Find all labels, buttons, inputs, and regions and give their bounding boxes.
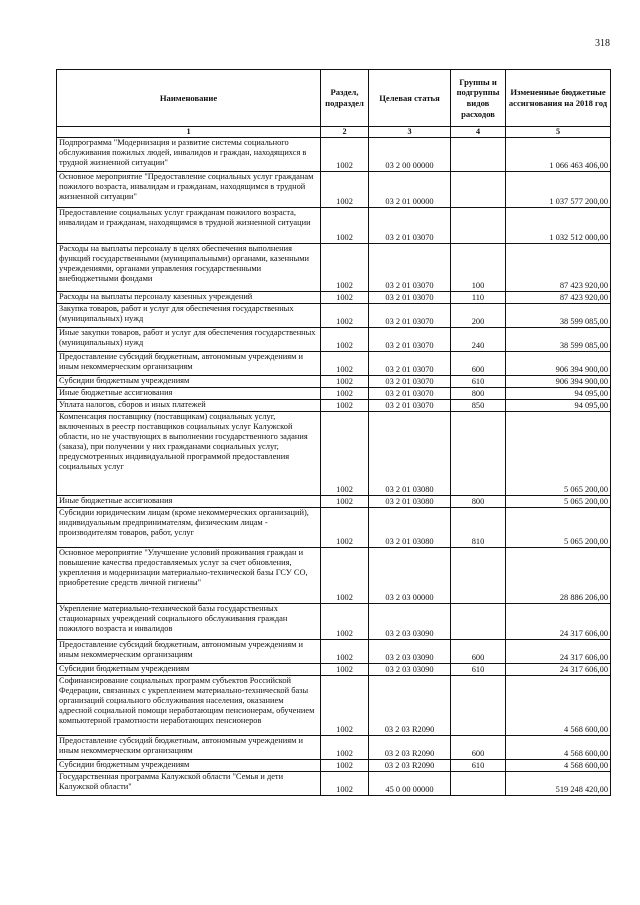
row-name: Предоставление субсидий бюджетным, автономным учреждениям и иным некоммерческим организациям [57,640,321,664]
row-name: Софинансирование социальных программ субъектов Российской Федерации, связанных с укреплением материально-технической базы организаций социального обслуживания населения, оказанием адресной социальной помощи неработающим пенсионерам, обучением компьютерной грамотности неработающих пенсионеров [57,676,321,736]
row-group: 600 [451,736,506,760]
column-number: 5 [506,127,611,138]
row-section: 1002 [321,292,369,304]
row-article: 03 2 01 03080 [369,412,451,496]
row-group: 100 [451,244,506,292]
table-row [57,496,611,508]
row-name: Предоставление субсидий бюджетным, автономным учреждениям и иным некоммерческим организациям [57,352,321,376]
row-article: 03 2 01 03080 [369,496,451,508]
row-article: 03 2 03 R2090 [369,736,451,760]
row-name: Иные бюджетные ассигнования [57,388,321,400]
row-group: 610 [451,376,506,388]
row-name: Предоставление субсидий бюджетным, автономным учреждениям и иным некоммерческим организациям [57,736,321,760]
row-group: 610 [451,760,506,772]
row-article: 03 2 01 03070 [369,352,451,376]
row-section: 1002 [321,640,369,664]
row-section: 1002 [321,244,369,292]
row-amount: 5 065 200,00 [506,496,611,508]
row-name: Государственная программа Калужской области "Семья и дети Калужской области" [57,772,321,796]
table-row [57,400,611,412]
row-article: 03 2 03 03090 [369,640,451,664]
row-name: Подпрограмма "Модернизация и развитие системы социального обслуживания пожилых людей, инвалидов и граждан, находящихся в трудной жизненной ситуации" [57,138,321,172]
row-section: 1002 [321,172,369,208]
header-section: Раздел, подраздел [321,70,369,127]
row-group: 810 [451,508,506,548]
row-name: Компенсация поставщику (поставщикам) социальных услуг, включенных в реестр поставщиков социальных услуг Калужской области, но не участвующих в выполнении государственного задания (заказа), при получении у них гражданами социальных услуг, предусмотренных индивидуальной программой предоставления социальных услуг [57,412,321,496]
row-group [451,548,506,604]
row-name: Иные бюджетные ассигнования [57,496,321,508]
row-group: 850 [451,400,506,412]
table-row [57,772,611,796]
row-amount: 1 066 463 406,00 [506,138,611,172]
row-article: 03 2 01 03070 [369,208,451,244]
column-number-row [57,127,611,138]
row-name: Расходы на выплаты персоналу казенных учреждений [57,292,321,304]
row-amount: 38 599 085,00 [506,328,611,352]
row-group: 200 [451,304,506,328]
row-group [451,138,506,172]
table-row [57,640,611,664]
column-number: 3 [369,127,451,138]
row-name: Предоставление социальных услуг гражданам пожилого возраста, инвалидам и гражданам, находящимся в трудной жизненной ситуации [57,208,321,244]
row-group: 800 [451,496,506,508]
row-article: 03 2 01 03070 [369,400,451,412]
row-amount: 38 599 085,00 [506,304,611,328]
row-article: 03 2 01 03080 [369,508,451,548]
row-article: 03 2 01 03070 [369,244,451,292]
row-article: 03 2 01 03070 [369,304,451,328]
row-article: 45 0 00 00000 [369,772,451,796]
row-section: 1002 [321,412,369,496]
row-amount: 4 568 600,00 [506,676,611,736]
table-row [57,244,611,292]
row-article: 03 2 01 03070 [369,388,451,400]
row-section: 1002 [321,388,369,400]
row-article: 03 2 03 R2090 [369,676,451,736]
row-section: 1002 [321,548,369,604]
header-article: Целевая статья [369,70,451,127]
row-group [451,604,506,640]
table-row [57,352,611,376]
row-name: Иные закупки товаров, работ и услуг для обеспечения государственных (муниципальных) нужд [57,328,321,352]
table-row [57,508,611,548]
row-name: Основное мероприятие "Предоставление социальных услуг гражданам пожилого возраста, инвалидам и гражданам, находящимся в трудной жизненной ситуации" [57,172,321,208]
row-article: 03 2 01 00000 [369,172,451,208]
row-name: Субсидии бюджетным учреждениям [57,376,321,388]
table-header-row [57,70,611,127]
row-amount: 5 065 200,00 [506,412,611,496]
column-number: 2 [321,127,369,138]
row-amount: 87 423 920,00 [506,292,611,304]
row-amount: 1 032 512 000,00 [506,208,611,244]
table-row [57,292,611,304]
row-section: 1002 [321,304,369,328]
row-amount: 4 568 600,00 [506,760,611,772]
row-section: 1002 [321,376,369,388]
row-section: 1002 [321,352,369,376]
row-name: Основное мероприятие "Улучшение условий проживания граждан и повышение качества предоставляемых услуг за счет обновления, укрепления и модернизации материально-технической базы ГСУ СО, приобретение средств личной гигиены" [57,548,321,604]
row-section: 1002 [321,138,369,172]
table-row [57,548,611,604]
row-group: 600 [451,352,506,376]
row-group: 800 [451,388,506,400]
row-amount: 906 394 900,00 [506,376,611,388]
row-name: Укрепление материально-технической базы государственных стационарных учреждений социального обслуживания граждан пожилого возраста и инвалидов [57,604,321,640]
header-name: Наименование [57,70,321,127]
row-name: Субсидии бюджетным учреждениям [57,664,321,676]
row-group [451,208,506,244]
row-amount: 906 394 900,00 [506,352,611,376]
row-name: Расходы на выплаты персоналу в целях обеспечения выполнения функций государственными (муниципальными) органами, казенными учреждениями, органами управления государственными внебюджетными фондами [57,244,321,292]
row-section: 1002 [321,328,369,352]
row-name: Субсидии бюджетным учреждениям [57,760,321,772]
row-article: 03 2 03 R2090 [369,760,451,772]
row-amount: 94 095,00 [506,388,611,400]
row-article: 03 2 01 03070 [369,328,451,352]
row-amount: 4 568 600,00 [506,736,611,760]
table-row [57,760,611,772]
row-article: 03 2 01 03070 [369,376,451,388]
table-row [57,736,611,760]
row-name: Субсидии юридическим лицам (кроме некоммерческих организаций), индивидуальным предпринимателям, физическим лицам - производителям товаров, работ, услуг [57,508,321,548]
table-row [57,388,611,400]
row-article: 03 2 00 00000 [369,138,451,172]
row-section: 1002 [321,208,369,244]
page-number: 318 [595,38,610,49]
row-section: 1002 [321,400,369,412]
row-group [451,412,506,496]
table-row [57,138,611,172]
table-row [57,604,611,640]
row-group: 240 [451,328,506,352]
row-amount: 24 317 606,00 [506,664,611,676]
row-group: 600 [451,640,506,664]
budget-table [56,69,611,796]
row-amount: 28 886 206,00 [506,548,611,604]
row-section: 1002 [321,676,369,736]
table-body [57,138,611,796]
table-row [57,208,611,244]
row-group: 110 [451,292,506,304]
row-group [451,172,506,208]
table-row [57,664,611,676]
row-section: 1002 [321,760,369,772]
row-group [451,676,506,736]
row-name: Закупка товаров, работ и услуг для обеспечения государственных (муниципальных) нужд [57,304,321,328]
row-article: 03 2 03 00000 [369,548,451,604]
row-amount: 87 423 920,00 [506,244,611,292]
row-section: 1002 [321,508,369,548]
row-article: 03 2 01 03070 [369,292,451,304]
column-number: 4 [451,127,506,138]
row-amount: 24 317 606,00 [506,604,611,640]
table-row [57,328,611,352]
row-group [451,772,506,796]
table-row [57,376,611,388]
row-section: 1002 [321,736,369,760]
row-amount: 519 248 420,00 [506,772,611,796]
row-amount: 94 095,00 [506,400,611,412]
table-row [57,172,611,208]
header-groups: Группы и подгруппы видов расходов [451,70,506,127]
row-article: 03 2 03 03090 [369,664,451,676]
row-section: 1002 [321,604,369,640]
table-row [57,412,611,496]
row-name: Уплата налогов, сборов и иных платежей [57,400,321,412]
row-amount: 5 065 200,00 [506,508,611,548]
row-section: 1002 [321,664,369,676]
row-amount: 1 037 577 200,00 [506,172,611,208]
row-group: 610 [451,664,506,676]
row-amount: 24 317 606,00 [506,640,611,664]
column-number: 1 [57,127,321,138]
row-section: 1002 [321,772,369,796]
table-row [57,676,611,736]
row-article: 03 2 03 03090 [369,604,451,640]
header-amount: Измененные бюджетные ассигнования на 2018 год [506,70,611,127]
table-row [57,304,611,328]
row-section: 1002 [321,496,369,508]
